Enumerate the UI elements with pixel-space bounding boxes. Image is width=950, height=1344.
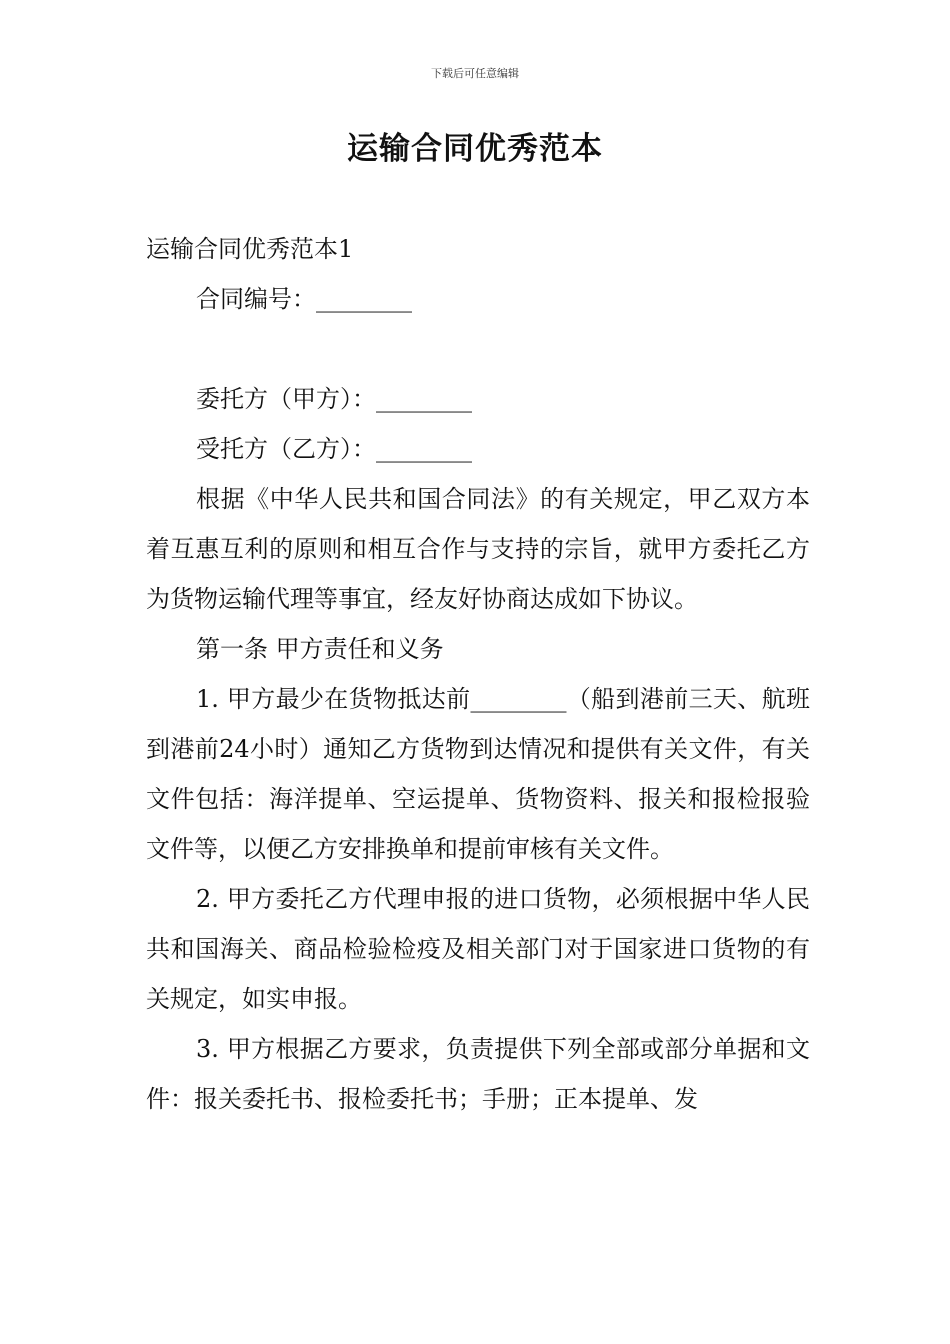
document-title: 运输合同优秀范本 <box>347 131 603 167</box>
party-a-line: 委托方（甲方）：________ <box>196 385 472 413</box>
clause-paragraph: 2. 甲方委托乙方代理申报的进口货物，必须根据中华人民共和国海关、商品检验检疫及相关部门对于国家进口货物的有关规定，如实申报。 <box>146 885 810 1013</box>
document-body <box>146 224 810 1124</box>
header-note: 下载后可任意编辑 <box>431 67 519 80</box>
party-b-line: 受托方（乙方）：________ <box>196 435 472 463</box>
article-heading: 第一条 甲方责任和义务 <box>196 635 444 663</box>
clause-paragraph: 1. 甲方最少在货物抵达前________（船到港前三天、航班到港前24小时）通知乙方货物到达情况和提供有关文件，有关文件包括：海洋提单、空运提单、货物资料、报关和报检报验文件等，以便乙方安排换单和提前审核有关文件。 <box>146 685 810 863</box>
section-heading: 运输合同优秀范本1 <box>146 235 354 263</box>
blank-line <box>146 324 810 374</box>
preamble-paragraph: 根据《中华人民共和国合同法》的有关规定，甲乙双方本着互惠互利的原则和相互合作与支持的宗旨，就甲方委托乙方为货物运输代理等事宜，经友好协商达成如下协议。 <box>146 485 810 613</box>
clause-paragraph: 3. 甲方根据乙方要求，负责提供下列全部或部分单据和文件：报关委托书、报检委托书；手册；正本提单、发 <box>146 1035 810 1113</box>
contract-number-line: 合同编号：________ <box>196 285 412 313</box>
